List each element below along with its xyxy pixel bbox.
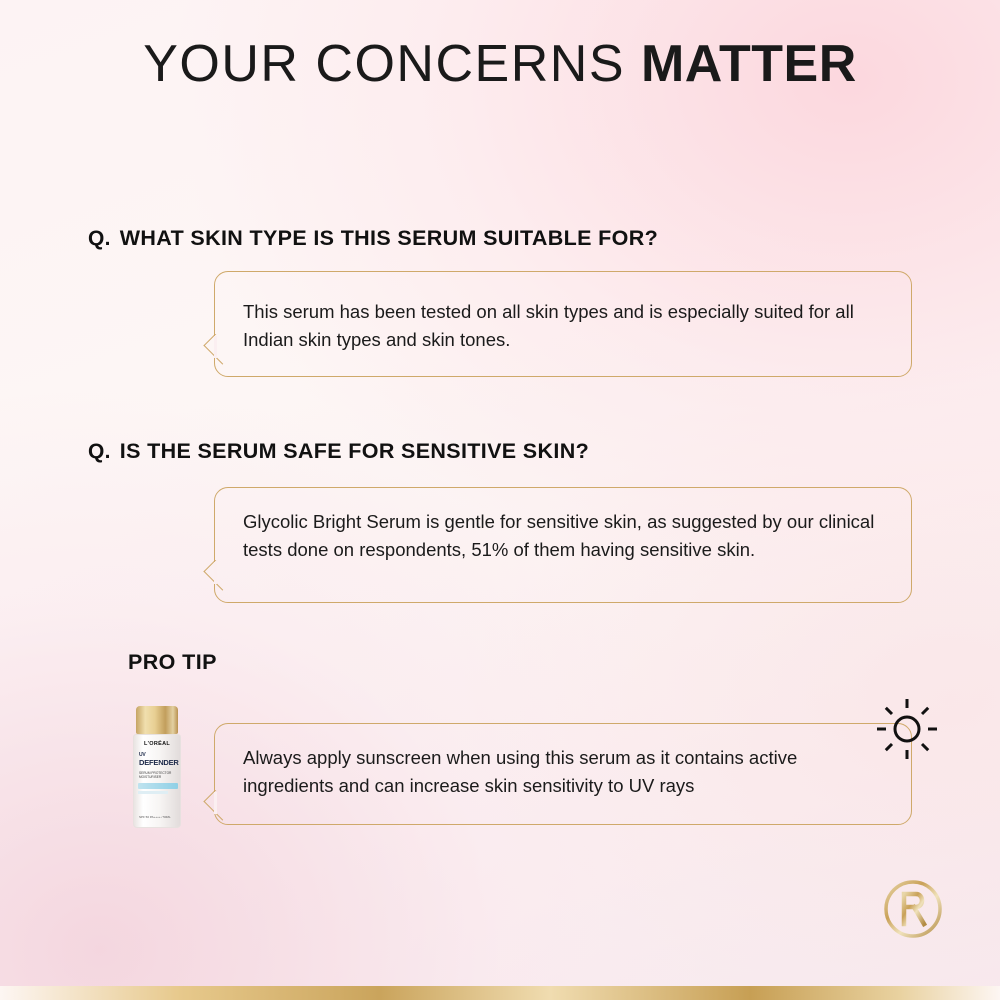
answer-text-1: This serum has been tested on all skin types and is especially suited for all Indian skin types and skin tones.: [243, 301, 854, 350]
page-title-light: YOUR CONCERNS: [143, 35, 641, 93]
product-bottle-image: [130, 706, 184, 828]
answer-text-2: Glycolic Bright Serum is gentle for sensitive skin, as suggested by our clinical tests done on respondents, 51% of them having sensitive skin.: [243, 511, 875, 560]
loreal-paris-logo: [884, 880, 942, 938]
pro-tip-label: PRO TIP: [128, 650, 217, 674]
pro-tip-bubble: [214, 723, 912, 825]
answer-bubble-2: [214, 487, 912, 603]
product-brand: L'ORÉAL: [143, 741, 171, 747]
product-name-line2: DEFENDER: [139, 758, 179, 767]
answer-bubble-1: [214, 271, 912, 377]
bottle-stripe-secondary: [138, 791, 168, 794]
bottle-body: [133, 734, 181, 828]
question-marker-2: Q.: [88, 440, 111, 463]
question-marker-1: Q.: [88, 227, 111, 250]
bottle-stripe: [138, 783, 178, 789]
product-name-line1: UV: [139, 752, 146, 758]
bottom-gold-bar: [0, 986, 1000, 1000]
question-text-1: WHAT SKIN TYPE IS THIS SERUM SUITABLE FOR?: [119, 226, 659, 250]
bubble-tail-cover-1: [214, 336, 217, 358]
product-description: SERUM PROTECTOR MOISTURISER: [139, 771, 172, 779]
faq-question-1: [0, 226, 1000, 251]
question-text-2: IS THE SERUM SAFE FOR SENSITIVE SKIN?: [119, 439, 590, 463]
product-footer: SPF 50 PA++++ / 50ML: [139, 815, 171, 819]
sun-icon: [876, 698, 938, 760]
faq-question-2: [0, 439, 1000, 464]
bubble-tail-cover-2: [214, 562, 217, 584]
bubble-tail-cover-3: [214, 792, 217, 814]
bottle-cap: [136, 706, 178, 734]
pro-tip-text: Always apply sunscreen when using this serum as it contains active ingredients and can increase skin sensitivity to UV rays: [243, 747, 798, 796]
page-title-bold: MATTER: [640, 35, 857, 93]
product-name: [139, 751, 179, 767]
page-title: [0, 34, 1000, 94]
